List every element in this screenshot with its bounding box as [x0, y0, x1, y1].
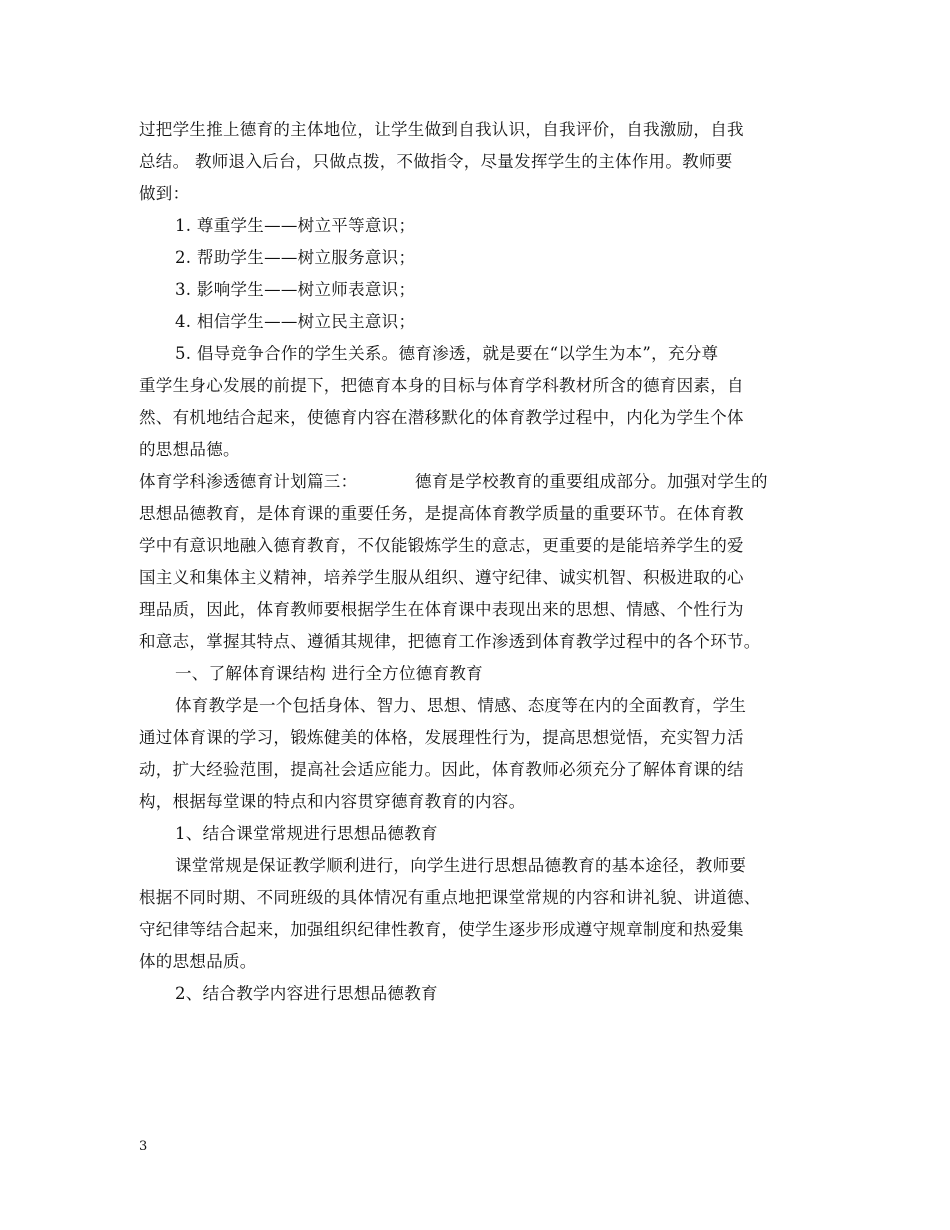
text-line: 通过体育课的学习，锻炼健美的体格，发展理性行为，提高思想觉悟，充实智力活: [139, 728, 744, 747]
text-line: 一、了解体育课结构 进行全方位德育教育: [175, 664, 483, 683]
section-first-line: 德育是学校教育的重要组成部分。加强对学生的: [414, 472, 768, 491]
text-line: 2. 帮助学生——树立服务意识；: [175, 248, 416, 267]
text-line: 和意志，掌握其特点、遵循其规律，把德育工作渗透到体育教学过程中的各个环节。: [139, 632, 761, 651]
text-line: 体育教学是一个包括身体、智力、思想、情感、态度等在内的全面教育，学生: [175, 696, 747, 715]
text-line: 守纪律等结合起来，加强组织纪律性教育，使学生逐步形成遵守规章制度和热爱集: [139, 920, 744, 939]
text-line: 重学生身心发展的前提下，把德育本身的目标与体育学科教材所含的德育因素，自: [139, 376, 744, 395]
text-line: 构，根据每堂课的特点和内容贯穿德育教育的内容。: [139, 792, 526, 811]
text-line: 体的思想品质。: [139, 952, 257, 971]
text-line: 然、有机地结合起来，使德育内容在潜移默化的体育教学过程中，内化为学生个体: [139, 408, 744, 427]
text-line: 学中有意识地融入德育教育，不仅能锻炼学生的意志，更重要的是能培养学生的爱: [139, 536, 744, 555]
section-title: 体育学科渗透德育计划篇三：: [139, 472, 358, 491]
text-line: 课堂常规是保证教学顺利进行，向学生进行思想品德教育的基本途径，教师要: [175, 856, 747, 875]
section-paragraphs: [139, 498, 815, 1010]
text-line: 理品质，因此，体育教师要根据学生在体育课中表现出来的思想、情感、个性行为: [139, 600, 744, 619]
text-line: 国主义和集体主义精神，培养学生服从组织、遵守纪律、诚实机智、积极进取的心: [139, 568, 744, 587]
section-heading-line: [139, 466, 815, 498]
text-line: 做到：: [139, 184, 190, 203]
text-line: 根据不同时期、不同班级的具体情况有重点地把课堂常规的内容和讲礼貌、讲道德、: [139, 888, 761, 907]
text-line: 3. 影响学生——树立师表意识；: [175, 280, 416, 299]
text-line: 1. 尊重学生——树立平等意识；: [175, 216, 416, 235]
text-line: 的思想品德。: [139, 440, 240, 459]
text-line: 过把学生推上德育的主体地位，让学生做到自我认识，自我评价，自我激励，自我: [139, 120, 744, 139]
text-line: 思想品德教育，是体育课的重要任务，是提高体育教学质量的重要环节。在体育教: [139, 504, 744, 523]
page-number: 3: [139, 1139, 148, 1154]
text-line: 动，扩大经验范围，提高社会适应能力。因此，体育教师必须充分了解体育课的结: [139, 760, 744, 779]
intro-paragraphs: [139, 114, 815, 466]
text-line: 2、结合教学内容进行思想品德教育: [175, 984, 438, 1003]
document-body: [139, 114, 815, 1010]
text-line: 1、结合课堂常规进行思想品德教育: [175, 824, 438, 843]
text-line: 5. 倡导竞争合作的学生关系。德育渗透，就是要在“以学生为本”，充分尊: [175, 344, 719, 363]
text-line: 4. 相信学生——树立民主意识；: [175, 312, 416, 331]
text-line: 总结。 教师退入后台，只做点拨，不做指令，尽量发挥学生的主体作用。教师要: [139, 152, 733, 171]
